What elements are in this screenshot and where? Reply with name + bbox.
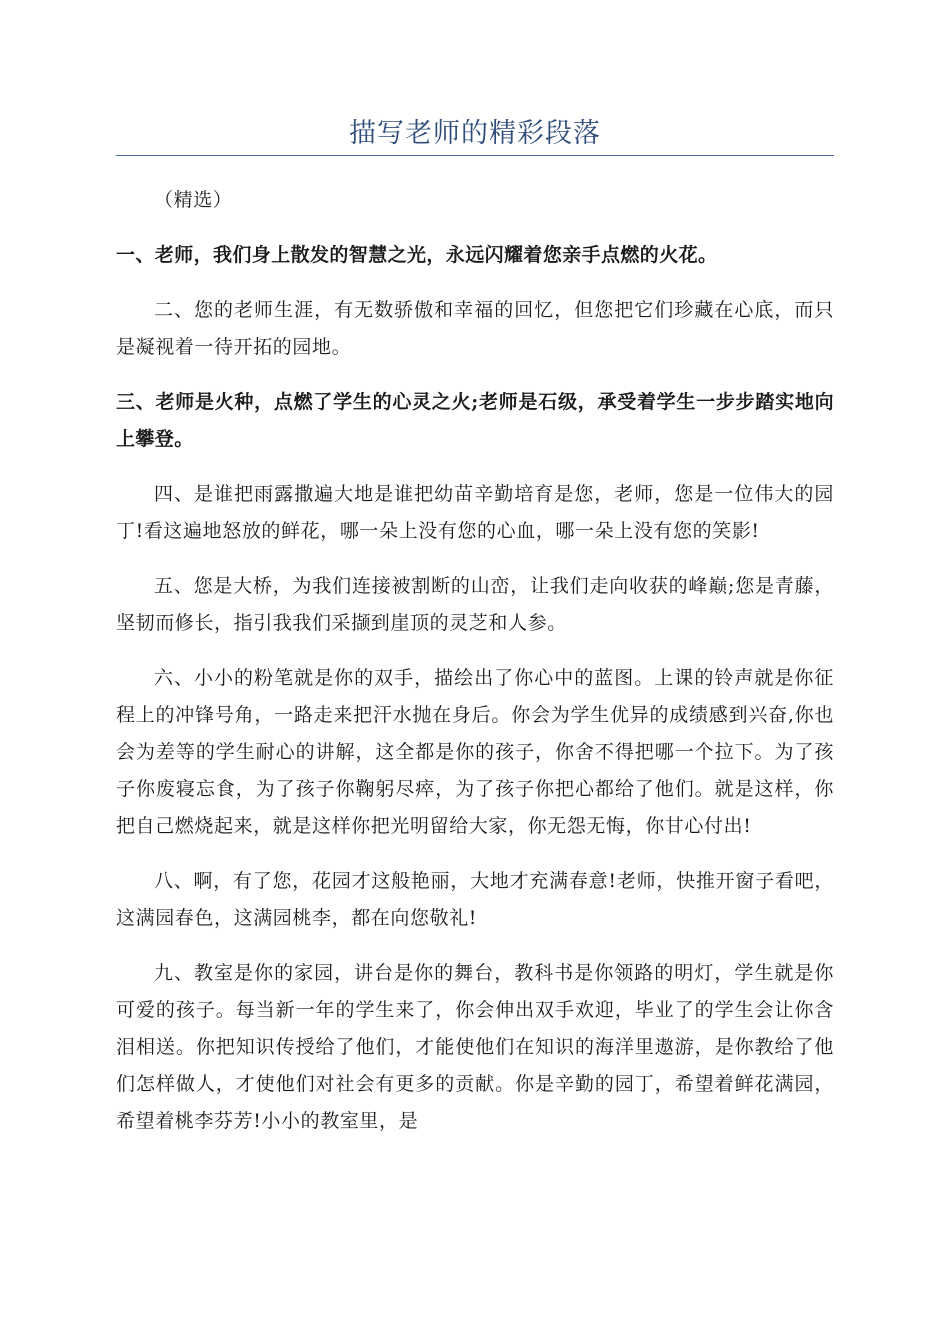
paragraph-9: 九、教室是你的家园，讲台是你的舞台，教科书是你领路的明灯，学生就是你可爱的孩子。每当新一年的学生来了，你会伸出双手欢迎，毕业了的学生会让你含泪相送。你把知识传授给了他们，才能使他们在知识的海洋里遨游，是你教给了他们怎样做人，才使他们对社会有更多的贡献。你是辛勤的园丁，希望着鲜花满园，希望着桃李芬芳!小小的教室里，是 bbox=[116, 962, 834, 1132]
subtitle-note: （精选） bbox=[154, 189, 233, 211]
paragraph-8: 八、啊，有了您，花园才这般艳丽，大地才充满春意!老师，快推开窗子看吧，这满园春色，这满园桃李，都在向您敬礼! bbox=[116, 870, 834, 929]
paragraph-4: 四、是谁把雨露撒遍大地是谁把幼苗辛勤培育是您，老师，您是一位伟大的园丁!看这遍地怒放的鲜花，哪一朵上没有您的心血，哪一朵上没有您的笑影! bbox=[116, 483, 834, 542]
paragraph-1: 一、老师，我们身上散发的智慧之光，永远闪耀着您亲手点燃的火花。 bbox=[116, 244, 718, 266]
paragraph-6: 六、小小的粉笔就是你的双手，描绘出了你心中的蓝图。上课的铃声就是你征程上的冲锋号角，一路走来把汗水抛在身后。你会为学生优异的成绩感到兴奋,你也会为差等的学生耐心的讲解，这全都是你的孩子，你舍不得把哪一个拉下。为了孩子你废寝忘食，为了孩子你鞠躬尽瘁，为了孩子你把心都给了他们。就是这样，你把自己燃烧起来，就是这样你把光明留给大家，你无怨无悔，你甘心付出! bbox=[116, 667, 834, 837]
paragraph-5: 五、您是大桥，为我们连接被割断的山峦，让我们走向收获的峰巅;您是青藤，坚韧而修长，指引我我们采撷到崖顶的灵芝和人参。 bbox=[116, 575, 834, 634]
paragraph-2: 二、您的老师生涯，有无数骄傲和幸福的回忆，但您把它们珍藏在心底，而只是凝视着一待开拓的园地。 bbox=[116, 299, 834, 358]
document-page bbox=[116, 0, 834, 1140]
document-title: 描写老师的精彩段落 bbox=[349, 118, 601, 149]
title-underline bbox=[116, 155, 834, 156]
paragraph-3: 三、老师是火种，点燃了学生的心灵之火;老师是石级，承受着学生一步步踏实地向上攀登。 bbox=[116, 391, 834, 450]
